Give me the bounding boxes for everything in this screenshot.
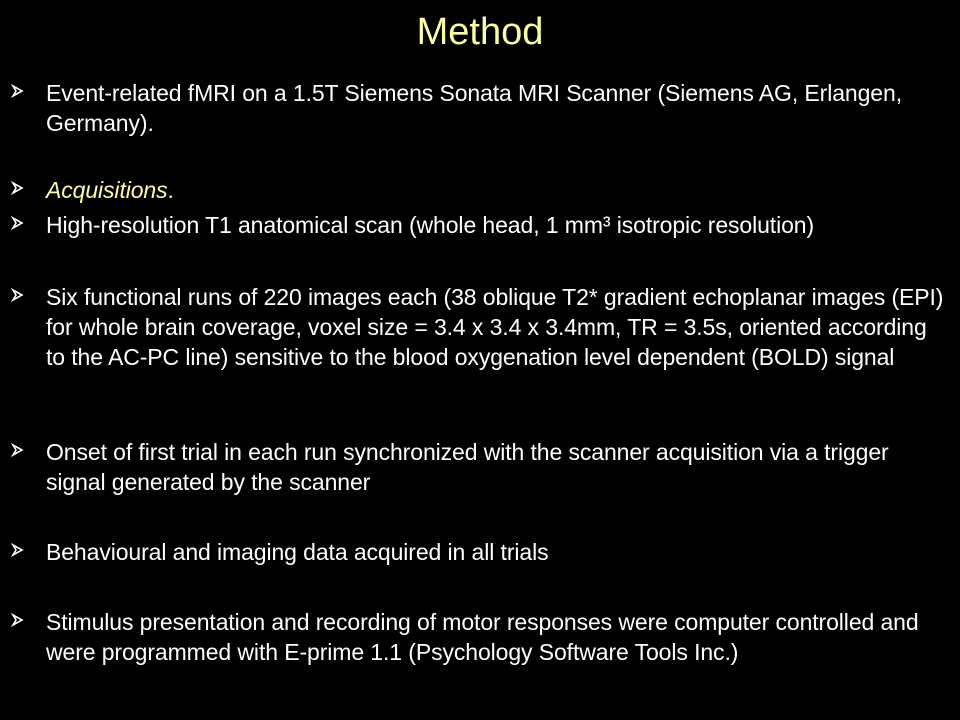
arrowhead-bullet-icon [11, 443, 25, 457]
bullet-text: Behavioural and imaging data acquired in all trials [46, 539, 549, 565]
arrowhead-bullet-icon [11, 288, 25, 302]
bullet-text: Stimulus presentation and recording of motor responses were computer controlled and were programmed with E-prime 1.1 (Psychology Software Tools Inc.) [46, 609, 919, 665]
arrowhead-bullet-icon [11, 613, 25, 627]
acquisitions-label: Acquisitions [46, 177, 168, 203]
arrowhead-bullet-icon [11, 84, 25, 98]
arrowhead-bullet-icon [11, 543, 25, 557]
bullet-text-highlight [46, 175, 951, 205]
bullet-text: High-resolution T1 anatomical scan (whole head, 1 mm³ isotropic resolution) [46, 212, 815, 238]
bullet-text: Onset of first trial in each run synchronized with the scanner acquisition via a trigger signal generated by the scanner [46, 439, 889, 495]
arrowhead-bullet-icon [11, 216, 25, 230]
slide-title: Method [416, 11, 544, 53]
acquisitions-suffix: . [167, 177, 174, 203]
bullet-text: Event-related fMRI on a 1.5T Siemens Sonata MRI Scanner (Siemens AG, Erlangen, Germany). [46, 80, 902, 136]
bullet-text: Six functional runs of 220 images each (38 oblique T2* gradient echoplanar images (EPI) for whole brain coverage, voxel size = 3.4 x 3.4 x 3.4mm, TR = 3.5s, oriented according to the AC-PC line) sensitive to the blood oxygenation level dependent (BOLD) signal [46, 284, 944, 370]
arrowhead-bullet-icon [11, 181, 25, 195]
